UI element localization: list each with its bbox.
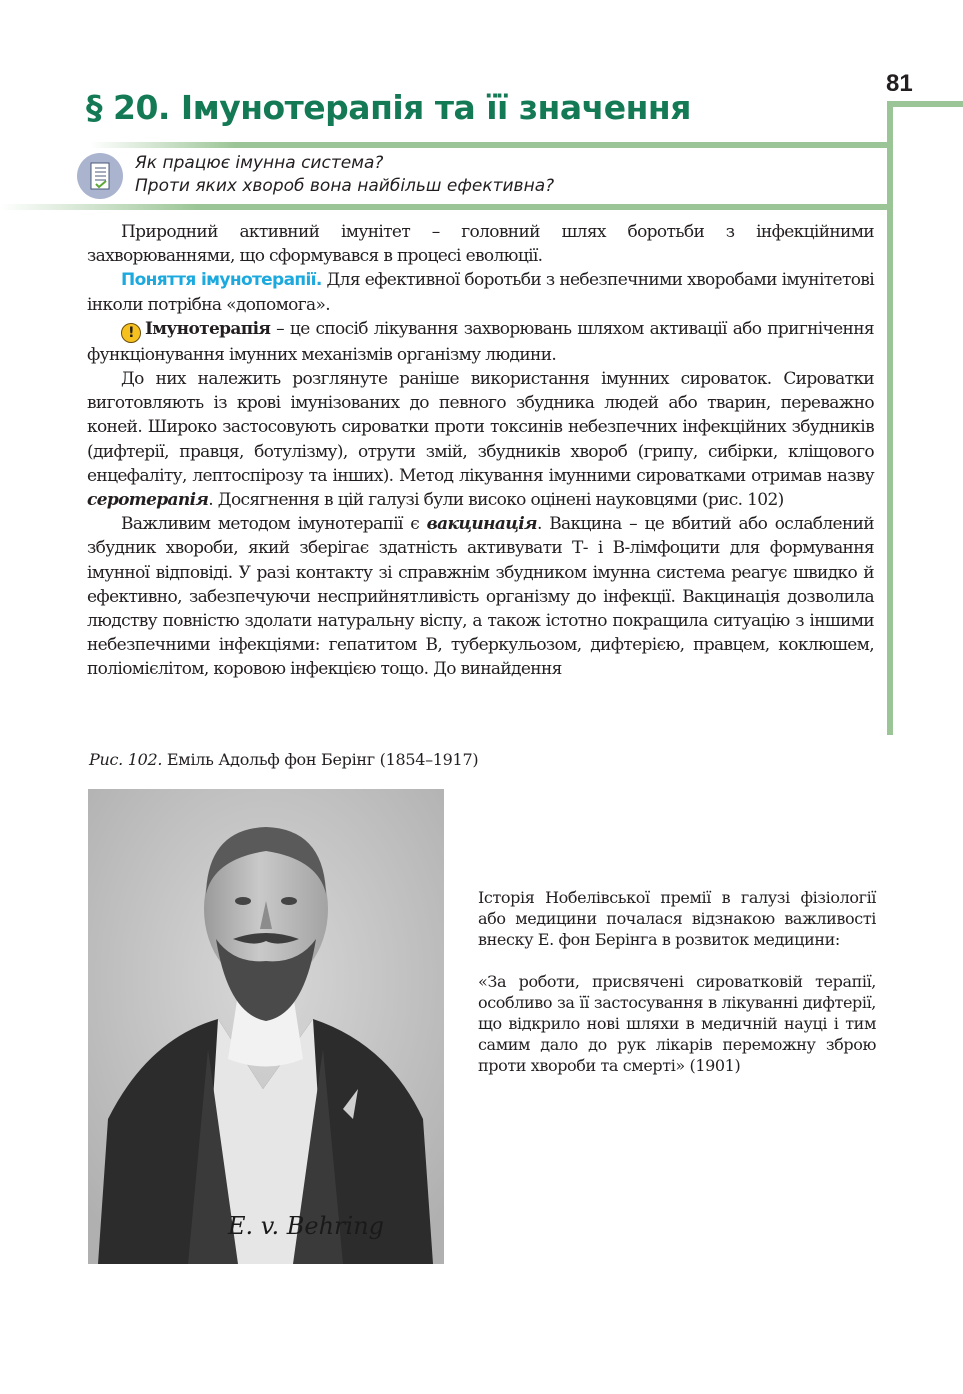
exclamation-icon: !: [121, 323, 141, 343]
title-underline: [90, 142, 893, 148]
page-number: 81: [886, 70, 913, 97]
concept-heading: Поняття імунотерапії.: [121, 270, 322, 291]
portrait-signature: E. v. Behring: [228, 1212, 385, 1240]
term-immunotherapy: Імунотерапія: [145, 318, 271, 339]
term-vaccination: вакцинація: [426, 514, 537, 535]
nobel-sidebar: [478, 887, 876, 1076]
questions-underline: [0, 204, 893, 210]
paragraph-2: [87, 268, 874, 316]
paragraph-2-text: Для ефективної боротьби з небезпечними хворобами імунітетові інколи потрібна «допомога».: [87, 270, 874, 315]
frame-right-border: [887, 101, 893, 735]
paragraph-1: Природний активний імунітет – головний шлях боротьби з інфекційними захворюваннями, що сформувався в процесі еволюції.: [87, 222, 874, 267]
portrait-photo: [88, 789, 444, 1264]
paragraph-4-text: До них належить розглянуте раніше використання імунних сироваток. Сироватки виготовляють із крові імунізованих до певного збудника людей або тварин, переважно коней. Широко застосовують сироватки проти токсинів небезпечних інфекційних збудників (дифтерії, правця, ботулізму), отрути змій, збудників хвороб (грипу, сибірки, кліщового енцефаліту, лептоспірозу та інших). Метод лікування імунними сироватками отримав назву: [87, 369, 874, 486]
paragraph-5-tail: . Вакцина – це вбитий або ослаблений збудник хвороби, який зберігає здатність активувати Т- і В-лімфоцити для формування імунної відповіді. У разі контакту зі справжнім збудником імунна система реагує швидко й ефективно, забезпечуючи несприйнятливість організму до інфекції. Вакцинація дозволила людству повністю здолати натуральну віспу, а також істотно покращила ситуацію з іншими небезпечними інфекціями: гепатитом В, туберкульозом, дифтерією, правцем, коклюшем, поліомієлітом, коровою інфекцією тощо. До винайдення: [87, 514, 874, 680]
section-title: § 20. Імунотерапія та її значення: [86, 88, 691, 127]
lesson-questions: [135, 152, 554, 198]
question-1: Як працює імунна система?: [135, 153, 384, 173]
paragraph-3: [87, 317, 874, 367]
paragraph-5: [87, 512, 874, 681]
frame-top-border: [887, 101, 963, 107]
nobel-paragraph-1: Історія Нобелівської премії в галузі фізіології або медицини почалася відзнакою важливості внеску Е. фон Берінга в розвиток медицини:: [478, 888, 876, 949]
paragraph-5-text: Важливим методом імунотерапії є: [121, 514, 427, 535]
nobel-quote: «За роботи, присвячені сироватковій терапії, особливо за її застосування в лікуванні дифтерії, що відкрило нові шляхи в медичній науці і тим самим дало до рук лікарів переможну зброю проти хвороби та смерті» (1901): [478, 972, 876, 1075]
checklist-icon: [77, 153, 123, 199]
term-serotherapy: серотерапія: [87, 490, 209, 511]
figure-caption: [89, 750, 478, 769]
main-text: [87, 220, 874, 682]
caption-label: Рис. 102.: [89, 750, 163, 769]
paragraph-3-text: – це спосіб лікування захворювань шляхом активації або пригнічення функціонування імунних механізмів організму людини.: [87, 318, 874, 365]
question-2: Проти яких хвороб вона найбільш ефективна?: [135, 176, 555, 196]
paragraph-4-tail: . Досягнення в цій галузі були високо оцінені науковцями (рис. 102): [208, 490, 784, 511]
caption-text: Еміль Адольф фон Берінг (1854–1917): [162, 750, 479, 769]
paragraph-4: [87, 367, 874, 512]
